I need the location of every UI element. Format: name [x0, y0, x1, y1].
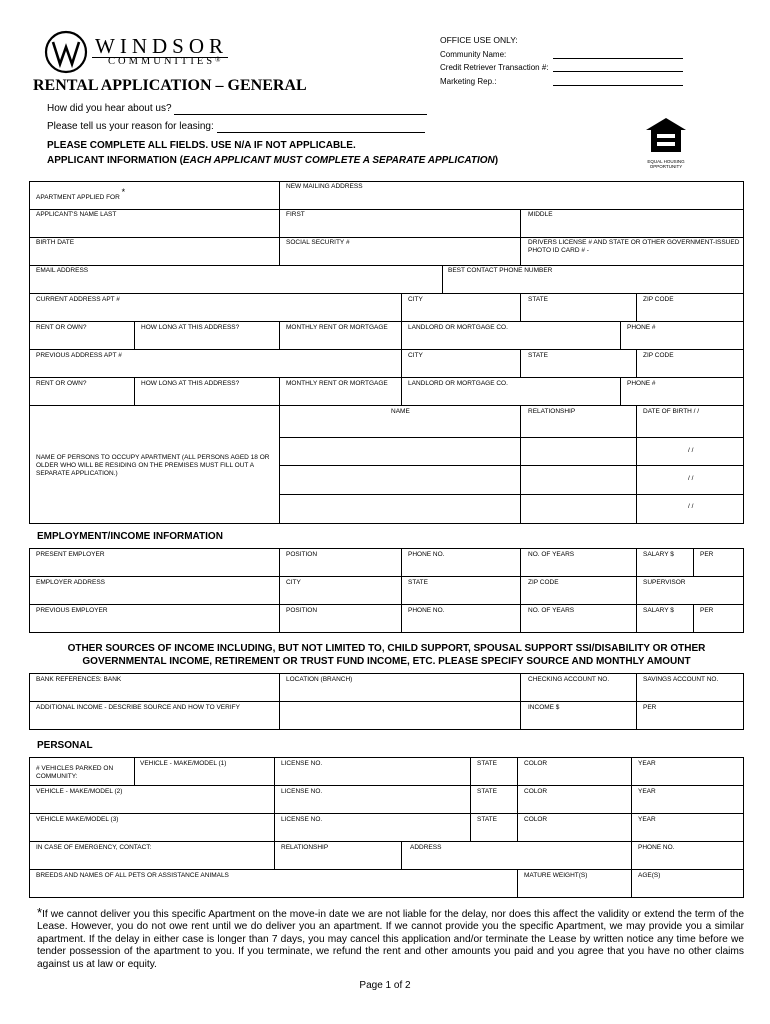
prev-salary-label: SALARY $: [643, 607, 674, 614]
employer-zip-label: ZIP CODE: [528, 579, 559, 586]
office-marketing-label: Marketing Rep.:: [440, 77, 497, 86]
present-years-label: NO. OF YEARS: [528, 551, 575, 558]
pet-ages-label: AGE(S): [638, 872, 661, 879]
vehicle-3-license-label: LICENSE NO.: [281, 816, 323, 823]
occupant-relationship-label: RELATIONSHIP: [528, 408, 576, 415]
present-employer-label: PRESENT EMPLOYER: [36, 551, 105, 558]
num-vehicles-label-1: # VEHICLES PARKED ON: [36, 765, 114, 772]
mature-weight-label: MATURE WEIGHT(S): [524, 872, 588, 879]
occupant-dob-4: / /: [688, 503, 694, 510]
emergency-contact-label: IN CASE OF EMERGENCY, CONTACT:: [36, 844, 152, 851]
current-zip-label: ZIP CODE: [643, 296, 674, 303]
best-phone-label: BEST CONTACT PHONE NUMBER: [448, 267, 553, 274]
emergency-address-label: ADDRESS: [410, 844, 442, 851]
bank-references-label: BANK REFERENCES: BANK: [36, 676, 122, 683]
occupants-note-1: NAME OF PERSONS TO OCCUPY APARTMENT (ALL PERSONS AGED 18 OR: [36, 454, 270, 461]
how-hear-field[interactable]: [174, 114, 427, 115]
vehicle-2-label: VEHICLE - MAKE/MODEL (2): [36, 788, 123, 795]
equal-housing-logo: [644, 116, 688, 169]
rent-own-label: RENT OR OWN?: [36, 324, 87, 331]
additional-income-label: ADDITIONAL INCOME - DESCRIBE SOURCE AND HOW TO VERIFY: [36, 704, 240, 711]
landlord-label: LANDLORD OR MORTGAGE CO.: [408, 324, 508, 331]
instructions-line-1: PLEASE COMPLETE ALL FIELDS. USE N/A IF NOT APPLICABLE.: [47, 140, 356, 151]
apt-applied-label: [36, 188, 125, 202]
windsor-w-emblem-icon: [44, 30, 88, 74]
vehicle-2-state-label: STATE: [477, 788, 497, 795]
vehicle-1-state-label: STATE: [477, 760, 497, 767]
prev-city-label: CITY: [408, 352, 423, 359]
prev-state-label: STATE: [528, 352, 548, 359]
vehicle-3-color-label: COLOR: [524, 816, 548, 823]
num-vehicles-label-2: COMMUNITY:: [36, 773, 78, 780]
employment-heading: EMPLOYMENT/INCOME INFORMATION: [37, 531, 223, 542]
ssn-label: SOCIAL SECURITY #: [286, 239, 350, 246]
prev-years-label: NO. OF YEARS: [528, 607, 575, 614]
savings-account-label: SAVINGS ACCOUNT NO.: [643, 676, 719, 683]
community-name-field[interactable]: [553, 58, 683, 59]
brand-name: WINDSOR: [95, 34, 228, 58]
personal-heading: PERSONAL: [37, 740, 93, 751]
delivery-disclaimer: [37, 907, 744, 971]
instr-c: ): [494, 155, 499, 166]
marketing-rep-field[interactable]: [553, 85, 683, 86]
other-income-heading-2: GOVERNMENTAL INCOME, RETIREMENT OR TRUST FUND INCOME, ETC. PLEASE SPECIFY SOURCE AND MONTHLY AMOUNT: [82, 656, 691, 667]
instr-a: APPLICANT INFORMATION (: [47, 155, 183, 166]
occupants-note-3: SEPARATE APPLICATION.): [36, 470, 118, 477]
employer-state-label: STATE: [408, 579, 428, 586]
other-income-heading-1: OTHER SOURCES OF INCOME INCLUDING, BUT NOT LIMITED TO, CHILD SUPPORT, SPOUSAL SUPPORT SSI/DISABILITY OR OTHER: [67, 643, 706, 654]
vehicle-2-license-label: LICENSE NO.: [281, 788, 323, 795]
vehicle-3-year-label: YEAR: [638, 816, 656, 823]
employer-city-label: CITY: [286, 579, 301, 586]
income-amount-label: INCOME $: [528, 704, 560, 711]
occupant-name-label: NAME: [391, 408, 410, 415]
new-mailing-label: NEW MAILING ADDRESS: [286, 183, 363, 190]
prev-rent-own-label: RENT OR OWN?: [36, 380, 87, 387]
prev-how-long-label: HOW LONG AT THIS ADDRESS?: [141, 380, 240, 387]
current-state-label: STATE: [528, 296, 548, 303]
monthly-rent-label: MONTHLY RENT OR MORTGAGE: [286, 324, 388, 331]
office-community-label: Community Name:: [440, 50, 507, 59]
office-credit-label: Credit Retriever Transaction #:: [440, 63, 549, 72]
how-hear-label: How did you hear about us?: [47, 103, 172, 114]
present-per-label: PER: [700, 551, 714, 558]
present-phone-label: PHONE NO.: [408, 551, 445, 558]
vehicle-2-color-label: COLOR: [524, 788, 548, 795]
credit-transaction-field[interactable]: [553, 71, 683, 72]
vehicle-3-state-label: STATE: [477, 816, 497, 823]
occupant-dob-3: / /: [688, 475, 694, 482]
prev-landlord-label: LANDLORD OR MORTGAGE CO.: [408, 380, 508, 387]
disclaimer-asterisk: *: [37, 905, 43, 920]
instr-b: EACH APPLICANT MUST COMPLETE A SEPARATE APPLICATION: [182, 155, 495, 166]
vehicle-1-label: VEHICLE - MAKE/MODEL (1): [140, 760, 227, 767]
email-label: EMAIL ADDRESS: [36, 267, 89, 274]
pets-label: BREEDS AND NAMES OF ALL PETS OR ASSISTANCE ANIMALS: [36, 872, 229, 879]
income-per-label: PER: [643, 704, 657, 711]
form-title: RENTAL APPLICATION – GENERAL: [33, 77, 307, 94]
name-last-label: APPLICANT'S NAME LAST: [36, 211, 117, 218]
prev-emp-phone-label: PHONE NO.: [408, 607, 445, 614]
brand-sub-text: COMMUNITIES: [108, 56, 216, 67]
middle-name-label: MIDDLE: [528, 211, 553, 218]
prev-monthly-label: MONTHLY RENT OR MORTGAGE: [286, 380, 388, 387]
apt-applied-text: APARTMENT APPLIED FOR: [36, 194, 120, 201]
disclaimer-text: If we cannot deliver you this specific Apartment on the move-in date we are not liable for the delay, nor does this affect the validity or extend the term of the Lease. However, you do not owe rent until we do deliver you an apartment. If we cannot provide you the specific Apartment, we may provide you a similar apartment. If the delay in either case is longer than 7 days, you may cancel this application and/or terminate the Lease by written notice any time before we tender possession of the apartment to you. If you terminate, we refund the rent and other amounts you paid and you agree that you have no other claims against us at law or equity.: [37, 909, 744, 970]
occupant-dob-2: / /: [688, 447, 694, 454]
branch-location-label: LOCATION (BRANCH): [286, 676, 353, 683]
how-long-label: HOW LONG AT THIS ADDRESS?: [141, 324, 240, 331]
vehicle-1-color-label: COLOR: [524, 760, 548, 767]
previous-employer-label: PREVIOUS EMPLOYER: [36, 607, 108, 614]
birth-date-label: BIRTH DATE: [36, 239, 75, 246]
apt-asterisk: *: [121, 187, 126, 197]
vehicle-2-year-label: YEAR: [638, 788, 656, 795]
office-use-title: OFFICE USE ONLY:: [440, 35, 518, 45]
vehicle-1-year-label: YEAR: [638, 760, 656, 767]
reason-label: Please tell us your reason for leasing:: [47, 121, 214, 132]
registered-mark: ®: [215, 56, 221, 64]
prev-position-label: POSITION: [286, 607, 318, 614]
vehicle-1-license-label: LICENSE NO.: [281, 760, 323, 767]
prev-zip-label: ZIP CODE: [643, 352, 674, 359]
supervisor-label: SUPERVISOR: [643, 579, 686, 586]
previous-address-label: PREVIOUS ADDRESS APT #: [36, 352, 122, 359]
prev-per-label: PER: [700, 607, 714, 614]
employer-address-label: EMPLOYER ADDRESS: [36, 579, 105, 586]
present-salary-label: SALARY $: [643, 551, 674, 558]
eho-text: EQUAL HOUSING OPPORTUNITY: [647, 159, 685, 169]
landlord-phone-label: PHONE #: [627, 324, 656, 331]
drivers-license-label-1: DRIVERS LICENSE # AND STATE OR OTHER GOVERNMENT-ISSUED: [528, 239, 740, 246]
drivers-license-label-2: PHOTO ID CARD # -: [528, 247, 589, 254]
page-number: Page 1 of 2: [359, 980, 411, 991]
current-address-label: CURRENT ADDRESS APT #: [36, 296, 120, 303]
equal-housing-icon: [644, 116, 688, 156]
present-position-label: POSITION: [286, 551, 318, 558]
checking-account-label: CHECKING ACCOUNT NO.: [528, 676, 610, 683]
current-city-label: CITY: [408, 296, 423, 303]
emergency-relationship-label: RELATIONSHIP: [281, 844, 329, 851]
occupants-note-2: OLDER WHO WILL BE RESIDING ON THE PREMISES MUST FILL OUT A: [36, 462, 255, 469]
emergency-phone-label: PHONE NO.: [638, 844, 675, 851]
first-name-label: FIRST: [286, 211, 305, 218]
reason-field[interactable]: [217, 132, 425, 133]
prev-phone-label: PHONE #: [627, 380, 656, 387]
instructions-line-2: [47, 155, 498, 166]
vehicle-3-label: VEHICLE MAKE/MODEL (3): [36, 816, 119, 823]
occupant-dob-label: DATE OF BIRTH / /: [643, 408, 700, 415]
